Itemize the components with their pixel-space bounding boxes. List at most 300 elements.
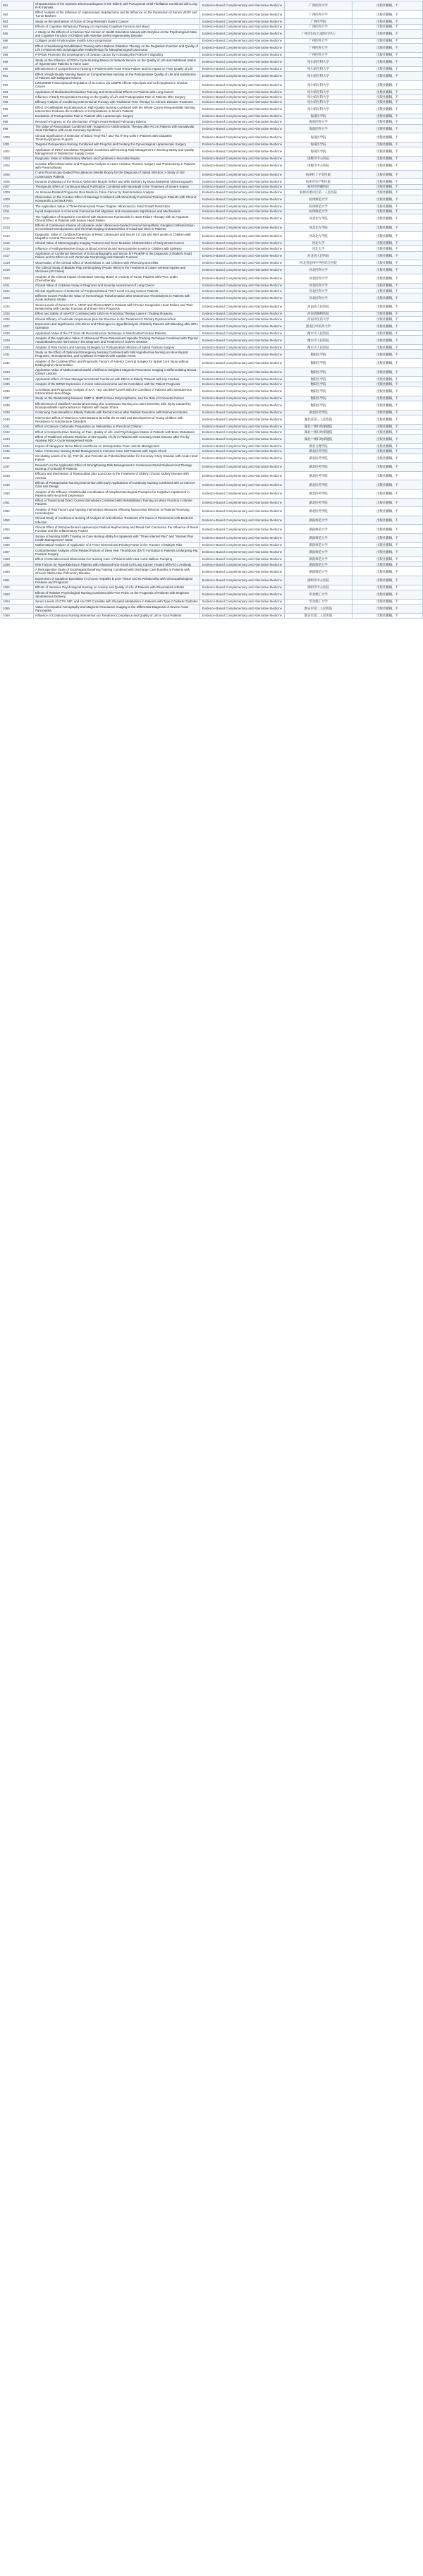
table-row xyxy=(1,162,423,171)
journal-name: Evidence-Based Complementary and Alternative Medicine xyxy=(200,303,285,312)
retraction-status: 出版社撤稿，不 xyxy=(352,382,423,387)
retraction-status: 出版社撤稿，不 xyxy=(352,542,423,547)
paper-title: Clinical Study of Continuous Nursing of Analysis of Anti-Infective Treatment of 9 Cases of Pneumonia with Bacterial Infection xyxy=(34,516,200,525)
row-number: 1061 xyxy=(1,576,34,585)
retraction-status: 出版社撤稿，不 xyxy=(352,251,423,260)
table-row xyxy=(1,124,423,133)
table-row xyxy=(1,534,423,543)
journal-name: Evidence-Based Complementary and Alternative Medicine xyxy=(200,232,285,241)
institution-name: 河北大学 xyxy=(285,241,352,245)
institution-name: 衡阳医学院 xyxy=(285,401,352,410)
retraction-status: 出版社撤稿，不 xyxy=(352,435,423,444)
paper-title: Effects of Continuous Infusion of Lidocaine under Ultrasound-Guided Cervical Sympathetic Ganglion Catheterization on Cerebral Hemodynamics and Thermal Imaging Characteristics of Head and Neck in Patients xyxy=(34,223,200,232)
institution-name: 杭州市西溪医院 xyxy=(285,184,352,189)
row-number: 1045 xyxy=(1,449,34,454)
paper-title: Therapeutic Effect of Continuous Blood Purification Combined with Nicorandil in the Treatment of Severe Sepsis xyxy=(34,184,200,189)
table-row xyxy=(1,57,423,66)
paper-title: Hyoid Suspension in Colorectal Carcinoma Cell Migration and Invasiveness Significance and Mechanisms xyxy=(34,209,200,214)
retraction-status: 出版社撤稿，不 xyxy=(352,71,423,80)
row-number: 986 xyxy=(1,38,34,43)
institution-name: 湖南师范大学 xyxy=(285,516,352,525)
table-row xyxy=(1,190,423,195)
table-row xyxy=(1,525,423,534)
table-row xyxy=(1,516,423,525)
journal-name: Evidence-Based Complementary and Alternative Medicine xyxy=(200,1,285,11)
row-number: 1029 xyxy=(1,336,34,345)
table-row xyxy=(1,246,423,251)
paper-title: Circulating Levels of IL-1β, TGF-β1, and Periostin as Potential Biomarker for Coronary Artery Disease with Acute Heart Failure xyxy=(34,454,200,463)
row-number: 994 xyxy=(1,95,34,99)
retraction-status: 出版社撤稿，不 xyxy=(352,283,423,288)
table-row xyxy=(1,435,423,444)
journal-name: Evidence-Based Complementary and Alternative Medicine xyxy=(200,480,285,490)
retraction-status: 出版社撤稿，不 xyxy=(352,322,423,331)
retraction-status: 出版社撤稿，不 xyxy=(352,415,423,424)
journal-name: Evidence-Based Complementary and Alternative Medicine xyxy=(200,562,285,567)
row-number: 1028 xyxy=(1,331,34,336)
institution-name: 杭州市萧山区第一人民医院 xyxy=(285,190,352,195)
journal-name: Evidence-Based Complementary and Alternative Medicine xyxy=(200,274,285,284)
retraction-status: 出版社撤稿，不 xyxy=(352,613,423,618)
institution-name: 华北理工大学 xyxy=(285,590,352,599)
paper-title: Influence of Continuous Nursing Intervention on Treatment Compliance and Quality of Life in Gout Patients xyxy=(34,613,200,618)
paper-title: C-arm Fluoroscopy-Guided Percutaneous Needle Biopsy for the Diagnosis of Spinal Infection: A Study of 202 Consecutive Patients xyxy=(34,170,200,179)
retraction-status: 出版社撤稿，不 xyxy=(352,170,423,179)
retraction-status: 出版社撤稿，不 xyxy=(352,190,423,195)
table-row xyxy=(1,99,423,104)
journal-name: Evidence-Based Complementary and Alternative Medicine xyxy=(200,435,285,444)
paper-title: Analysis of the Efficacy of Multimodal Combination of Nonpharmacological Therapies for Cognitive Impairment in Patients with Recurrent Depression xyxy=(34,490,200,499)
institution-name: 湖南师范大学 xyxy=(285,525,352,534)
paper-title: PTPN20 Promotes the Development of Ovarian Cancer by Activating the PI3K/AKT Signaling xyxy=(34,52,200,57)
retraction-status: 出版社撤稿，不 xyxy=(352,490,423,499)
row-number: 1048 xyxy=(1,471,34,480)
journal-name: Evidence-Based Complementary and Alternative Medicine xyxy=(200,507,285,516)
row-number: 988 xyxy=(1,52,34,57)
journal-name: Evidence-Based Complementary and Alternative Medicine xyxy=(200,424,285,429)
row-number: 1022 xyxy=(1,288,34,293)
retraction-status: 出版社撤稿，不 xyxy=(352,590,423,599)
paper-title: Research on the Application Effect of Strengthening Risk Management in Continuous Renal Replacement Therapy Nursing of Critically Ill Patients xyxy=(34,463,200,472)
paper-title: Application Value of Mathematical Model of Diffusion-Weighted Magnetic Resonance Imaging in Differentiating Breast Cancer Lesions xyxy=(34,367,200,377)
retraction-status: 出版社撤稿，不 xyxy=(352,90,423,95)
institution-name: 黑龙江中医药大学 xyxy=(285,322,352,331)
table-row xyxy=(1,443,423,448)
journal-name: Evidence-Based Complementary and Alternative Medicine xyxy=(200,66,285,71)
row-number: 1015 xyxy=(1,241,34,245)
retraction-status: 出版社撤稿，不 xyxy=(352,265,423,274)
table-row xyxy=(1,490,423,499)
journal-name: Evidence-Based Complementary and Alternative Medicine xyxy=(200,604,285,613)
retraction-status: 出版社撤稿，不 xyxy=(352,162,423,171)
row-number: 1066 xyxy=(1,613,34,618)
journal-name: Evidence-Based Complementary and Alternative Medicine xyxy=(200,288,285,293)
retraction-status: 出版社撤稿，不 xyxy=(352,114,423,119)
paper-title: Analysis of the Clinical Impact of Narrative Nursing Model on Anxiety of Tumor Patients with PICC under Chemotherapy xyxy=(34,274,200,284)
table-row xyxy=(1,260,423,265)
table-row xyxy=(1,223,423,232)
journal-name: Evidence-Based Complementary and Alternative Medicine xyxy=(200,179,285,184)
journal-name: Evidence-Based Complementary and Alternative Medicine xyxy=(200,71,285,80)
journal-name: Evidence-Based Complementary and Alternative Medicine xyxy=(200,311,285,316)
paper-title: The Application of Dopamine Combined with Intravenous Furosemide in Heart Failure Therapy with an Apparent Clinical Effect in Patients with Severe Heart Failure xyxy=(34,214,200,223)
institution-name: 衡阳医学院 xyxy=(285,377,352,382)
row-number: 1056 xyxy=(1,542,34,547)
table-row xyxy=(1,303,423,312)
row-number: 1025 xyxy=(1,311,34,316)
paper-title: Clinical Significance of Detection of Peripheral Blood TIGIT Level in Lung Cancer Patients xyxy=(34,288,200,293)
paper-title: The Application Value of Three-Dimensional Power Doppler Ultrasound in Fetal Growth Restriction xyxy=(34,204,200,209)
institution-name: 杭州师范大学 xyxy=(285,195,352,204)
journal-name: Evidence-Based Complementary and Alternative Medicine xyxy=(200,463,285,472)
retraction-status: 出版社撤稿，不 xyxy=(352,156,423,161)
retraction-status: 出版社撤稿，不 xyxy=(352,66,423,71)
journal-name: Evidence-Based Complementary and Alternative Medicine xyxy=(200,190,285,195)
table-row xyxy=(1,29,423,38)
retraction-status: 出版社撤稿，不 xyxy=(352,29,423,38)
paper-title: Expression of Squalene Epoxidase in Chronic Hepatitis B Liver Tissue and Its Relationship with Clinicopathological Features and Prognosis xyxy=(34,576,200,585)
row-number: 1026 xyxy=(1,317,34,322)
institution-name: 哈尔滨医科大学 xyxy=(285,66,352,71)
journal-name: Evidence-Based Complementary and Alternative Medicine xyxy=(200,542,285,547)
paper-title: Value of Intensive Nursing Detail Management in Intensive Care Unit Patients with Septic Shock xyxy=(34,449,200,454)
row-number: 1033 xyxy=(1,367,34,377)
retraction-status: 出版社撤稿，不 xyxy=(352,246,423,251)
paper-title: Effects of Cognitive Behavioral Therapy on Improving Cognitive Function and Mood xyxy=(34,24,200,29)
paper-title: The Clinical Study of Bladder Flap Ureteroplasty (Psoas Hitch) in the Treatment of Lower Ureteral Injuries and Strictures (20 Cases) xyxy=(34,265,200,274)
institution-name: 湖北十堰妇幼保健院 xyxy=(285,424,352,429)
paper-title: Dynamic Evaluation of the Rectus Abdominis Muscle before and after Delivery by Musculoskeletal Ultrasonography xyxy=(34,179,200,184)
paper-title: Curative Effect Observation and Prognosis Analysis of Laser-Assisted Thoracic Surgery and Thoracotomy in Patients with Pneumothorax xyxy=(34,162,200,171)
paper-title: Different Scores Predict the Value of Hemorrhagic Transformation after Intravenous Thrombolysis in Patients with Acute Ischemic Stroke xyxy=(34,293,200,303)
journal-name: Evidence-Based Complementary and Alternative Medicine xyxy=(200,415,285,424)
table-row xyxy=(1,463,423,472)
institution-name: 湖北文理学院 xyxy=(285,443,352,448)
table-row xyxy=(1,387,423,396)
paper-title: Effects of Postoperative Nursing Intervention with Early Applications of Continuity Nursing Combined with an Internet Care Unit Design xyxy=(34,480,200,490)
journal-name: Evidence-Based Complementary and Alternative Medicine xyxy=(200,133,285,142)
institution-name: 海南医学院 xyxy=(285,114,352,119)
table-row xyxy=(1,542,423,547)
row-number: 1039 xyxy=(1,410,34,415)
retraction-status: 出版社撤稿，不 xyxy=(352,471,423,480)
retraction-status: 出版社撤稿，不 xyxy=(352,463,423,472)
paper-title: Effects of Relative Psychological Nursing Combined with Free Pelvic on the Prognosis of Patients with Singleton Spontaneous Delivery xyxy=(34,590,200,599)
row-number: 1035 xyxy=(1,382,34,387)
row-number: 1058 xyxy=(1,557,34,561)
institution-name: 淮安市第二人民医院 xyxy=(285,604,352,613)
institution-name: 湖北医药学院 xyxy=(285,480,352,490)
retraction-status: 出版社撤稿，不 xyxy=(352,105,423,114)
table-row xyxy=(1,66,423,71)
institution-name: 河北北方学院 xyxy=(285,214,352,223)
paper-title: Characteristics of the Dynamic Electrocardiogram in the Elderly with Paroxysmal Atrial Fibrillation Combined with Long R-R Intervals xyxy=(34,1,200,11)
row-number: 1059 xyxy=(1,562,34,567)
retraction-status: 出版社撤稿，不 xyxy=(352,567,423,576)
journal-name: Evidence-Based Complementary and Alternative Medicine xyxy=(200,209,285,214)
row-number: 1024 xyxy=(1,303,34,312)
retraction-status: 出版社撤稿，不 xyxy=(352,516,423,525)
retraction-status: 出版社撤稿，不 xyxy=(352,43,423,52)
table-row xyxy=(1,480,423,490)
retraction-status: 出版社撤稿，不 xyxy=(352,10,423,19)
institution-name: 杭州红十字会医院 xyxy=(285,170,352,179)
journal-name: Evidence-Based Complementary and Alternative Medicine xyxy=(200,387,285,396)
table-row xyxy=(1,599,423,604)
table-row xyxy=(1,449,423,454)
retraction-status: 出版社撤稿，不 xyxy=(352,336,423,345)
journal-name: Evidence-Based Complementary and Alternative Medicine xyxy=(200,246,285,251)
journal-name: Evidence-Based Complementary and Alternative Medicine xyxy=(200,195,285,204)
row-number: 995 xyxy=(1,99,34,104)
institution-name: 河北医科大学 xyxy=(285,274,352,284)
retraction-status: 出版社撤稿，不 xyxy=(352,80,423,90)
paper-title: Targeted Perioperative Nursing Combined with Propofol and Fentanyl for Gynecological Laparoscopic Surgery xyxy=(34,142,200,147)
table-row xyxy=(1,214,423,223)
paper-title: Influence of Early Preoperative Nursing on the Quality of Life and Postoperative Pain of Patients after Surgery xyxy=(34,95,200,99)
row-number: 1027 xyxy=(1,322,34,331)
paper-title: Clinical Efficacy of Auricular Acupressure plus Ear Exercise in the Treatment of Primary Dysmenorrhea xyxy=(34,317,200,322)
table-row xyxy=(1,382,423,387)
institution-name: 邯郸市中心医院 xyxy=(285,156,352,161)
institution-name: 湖北十堰妇幼保健院 xyxy=(285,435,352,444)
institution-name: 海南医科大学 xyxy=(285,124,352,133)
journal-name: Evidence-Based Complementary and Alternative Medicine xyxy=(200,443,285,448)
table-row xyxy=(1,288,423,293)
institution-name: 海南医学院 xyxy=(285,133,352,142)
paper-title: Effect Analysis of the Influence of Laparoscopic Hepatectomy and Its Influence on the Expression of Serum VEGF and Tumor Markers xyxy=(34,10,200,19)
row-number: 984 xyxy=(1,24,34,29)
institution-name: 衡阳医学院 xyxy=(285,359,352,368)
institution-name: 广西医学院 xyxy=(285,19,352,24)
journal-name: Evidence-Based Complementary and Alternative Medicine xyxy=(200,223,285,232)
row-number: 1036 xyxy=(1,387,34,396)
retraction-status: 出版社撤稿，不 xyxy=(352,345,423,350)
journal-name: Evidence-Based Complementary and Alternative Medicine xyxy=(200,52,285,57)
retraction-status: 出版社撤稿，不 xyxy=(352,317,423,322)
journal-name: Evidence-Based Complementary and Alternative Medicine xyxy=(200,367,285,377)
institution-name: 杭州师范大学 xyxy=(285,204,352,209)
row-number: 998 xyxy=(1,119,34,124)
journal-name: Evidence-Based Complementary and Alternative Medicine xyxy=(200,490,285,499)
retraction-status: 出版社撤稿，不 xyxy=(352,24,423,29)
journal-name: Evidence-Based Complementary and Alternative Medicine xyxy=(200,567,285,576)
retraction-status: 出版社撤稿，不 xyxy=(352,350,423,359)
journal-name: Evidence-Based Complementary and Alternative Medicine xyxy=(200,359,285,368)
table-row xyxy=(1,71,423,80)
journal-name: Evidence-Based Complementary and Alternative Medicine xyxy=(200,119,285,124)
table-row xyxy=(1,576,423,585)
paper-title: Effect of Omnidirectional Observation for Nursing Care of Patients with Intra-Aortic Balloon Pumping xyxy=(34,557,200,561)
journal-name: Evidence-Based Complementary and Alternative Medicine xyxy=(200,283,285,288)
table-row xyxy=(1,241,423,245)
journal-name: Evidence-Based Complementary and Alternative Medicine xyxy=(200,156,285,161)
journal-name: Evidence-Based Complementary and Alternative Medicine xyxy=(200,396,285,401)
paper-title: Research Progress on the Mechanism of Right Heart-Related Pulmonary Edema xyxy=(34,119,200,124)
table-row xyxy=(1,156,423,161)
institution-name: 哈尔滨医科大学 xyxy=(285,95,352,99)
row-number: 1044 xyxy=(1,443,34,448)
row-number: 981 xyxy=(1,1,34,11)
table-row xyxy=(1,367,423,377)
retraction-status: 出版社撤稿，不 xyxy=(352,507,423,516)
paper-title: Application Value of the CT Scan 3D Reconstruction Technique in Nasofrontal Fracture Patients xyxy=(34,331,200,336)
table-row xyxy=(1,322,423,331)
journal-name: Evidence-Based Complementary and Alternative Medicine xyxy=(200,147,285,157)
row-number: 1013 xyxy=(1,223,34,232)
table-row xyxy=(1,336,423,345)
paper-title: Study on the Effect of Optimized Emergency Nursing Combined with Mild Hypothermia Nursing on Neurological Prognosis, Hemodynamics, and Cytokines in Patients with Cardiac Arrest xyxy=(34,350,200,359)
institution-name: 湖北医药学院 xyxy=(285,463,352,472)
journal-name: Evidence-Based Complementary and Alternative Medicine xyxy=(200,516,285,525)
journal-name: Evidence-Based Complementary and Alternative Medicine xyxy=(200,142,285,147)
row-number: 1007 xyxy=(1,184,34,189)
paper-title: Survey of Nursing Staff's Training on Care Nursing Ability for Inpatients with "Three Internet Plus" and "Internet Plus Health Management" Mode xyxy=(34,534,200,543)
paper-title: Analysis of the Curative Effect and Prognostic Factors of Anterior Cervical Surgery for Spinal Cord Injury without Radiographic Abnormalities xyxy=(34,359,200,368)
paper-title: Study on the Influence of PDCA Cycle Nursing Based on Network Service on the Quality of Life and Nutritional Status of Hypertensive Patients in Home Care xyxy=(34,57,200,66)
paper-title: Effect of Calcium Carbonate Preparation on Malnutrition in Preschool Children xyxy=(34,424,200,429)
row-number: 983 xyxy=(1,19,34,24)
table-row xyxy=(1,195,423,204)
institution-name: 湖南师范大学 xyxy=(285,567,352,576)
institution-name: 衡阳医学院 xyxy=(285,382,352,387)
row-number: 1043 xyxy=(1,435,34,444)
retraction-status: 出版社撤稿，不 xyxy=(352,147,423,157)
table-row xyxy=(1,548,423,557)
journal-name: Evidence-Based Complementary and Alternative Medicine xyxy=(200,471,285,480)
paper-title: Efficacy Analysis of Combining Interventional Therapy with Traditional TCM Therapy for Chronic Disease Treatment xyxy=(34,99,200,104)
institution-name: 河北医科大学 xyxy=(285,293,352,303)
institution-name: 衡阳医学院 xyxy=(285,350,352,359)
retraction-status: 出版社撤稿，不 xyxy=(352,288,423,293)
institution-name: 河北大学 xyxy=(285,246,352,251)
institution-name: 衡水市人民医院 xyxy=(285,336,352,345)
paper-title: Diagnostic Value of Inflammatory Markers and Cytokines in Neonatal Sepsis xyxy=(34,156,200,161)
paper-title: Collagen prolyl 4-hydroxylase modify tumor progression xyxy=(34,38,200,43)
journal-name: Evidence-Based Complementary and Alternative Medicine xyxy=(200,410,285,415)
row-number: 1020 xyxy=(1,274,34,284)
table-row xyxy=(1,209,423,214)
institution-name: 河南省胸科医院 xyxy=(285,311,352,316)
journal-name: Evidence-Based Complementary and Alternative Medicine xyxy=(200,382,285,387)
institution-name: 广州医科大学 xyxy=(285,52,352,57)
institution-name: 哈尔滨医科大学 xyxy=(285,71,352,80)
table-row xyxy=(1,590,423,599)
journal-name: Evidence-Based Complementary and Alternative Medicine xyxy=(200,241,285,245)
paper-title: Application Effect of Case Management Model Combined with ERAS in Elderly Patients with Hip Fracture xyxy=(34,377,200,382)
journal-name: Evidence-Based Complementary and Alternative Medicine xyxy=(200,401,285,410)
table-row xyxy=(1,498,423,507)
row-number: 1012 xyxy=(1,214,34,223)
retraction-status: 出版社撤稿，不 xyxy=(352,303,423,312)
row-number: 1051 xyxy=(1,498,34,507)
journal-name: Evidence-Based Complementary and Alternative Medicine xyxy=(200,265,285,274)
paper-title: Effectiveness of Modified Functional Dressing plus Continuous Nursing on Lower Extremity Skin Injury Caused by Nonsaponifiable Hydrocarbons in Patients with Septic Shock xyxy=(34,401,200,410)
paper-title: Clinical Value of Cytokine Assay in Diagnosis and Severity Assessment of Lung Cancer xyxy=(34,283,200,288)
table-row xyxy=(1,331,423,336)
paper-title: Analysis of Risk Factors and Nursing Strategies for Postoperative Infection of Spinal Fracture Surgery xyxy=(34,345,200,350)
table-row xyxy=(1,604,423,613)
paper-title: An Immune-Related Prognostic Risk Model in Colon Cancer by Bioinformatics Analysis xyxy=(34,190,200,195)
table-row xyxy=(1,396,423,401)
paper-title: Serum Levels of Serum IGF-1, VEGF and Plasma BNP in Patients with Chronic Congestive Heart Failure and Their Relationship with Cardiac Function and Short-Term Prognosis xyxy=(34,303,200,312)
retraction-status: 出版社撤稿，不 xyxy=(352,311,423,316)
table-row xyxy=(1,90,423,95)
table-row xyxy=(1,179,423,184)
journal-name: Evidence-Based Complementary and Alternative Medicine xyxy=(200,345,285,350)
paper-title: Risk Factors for Hyperkalemia in Patients with Advanced Non-Small Cell Lung Cancer Treated with PD-1 Antibody xyxy=(34,562,200,567)
institution-name: 海南医科大学 xyxy=(285,119,352,124)
row-number: 1021 xyxy=(1,283,34,288)
table-row xyxy=(1,613,423,618)
retraction-status: 出版社撤稿，不 xyxy=(352,401,423,410)
institution-name: 广西医科大学 xyxy=(285,1,352,11)
institution-name: 湖南师范大学 xyxy=(285,542,352,547)
institution-name: 广州医科大学 xyxy=(285,38,352,43)
paper-title: Observation of the Clinical Effect of Montelukast in 104 Children with Wheezing Bronchitis xyxy=(34,260,200,265)
journal-name: Evidence-Based Complementary and Alternative Medicine xyxy=(200,293,285,303)
paper-title: Effect of High-Quality Nursing Based on Comprehensive Nursing on the Postoperative Quality of Life and Satisfaction of Patients with Malignant Glioma xyxy=(34,71,200,80)
table-row xyxy=(1,274,423,284)
institution-name: 湖北省第三人民医院 xyxy=(285,415,352,424)
row-number: 987 xyxy=(1,43,34,52)
row-number: 991 xyxy=(1,71,34,80)
row-number: 1019 xyxy=(1,265,34,274)
paper-title: Intervention Effect of Vitamin D Administration Benefits the Growth and Development of Young Children with Resistance to Autoimmune Disorders xyxy=(34,415,200,424)
journal-name: Evidence-Based Complementary and Alternative Medicine xyxy=(200,10,285,19)
institution-name: 河北医科大学 xyxy=(285,265,352,274)
institution-name: 河北北方学院 xyxy=(285,232,352,241)
paper-title: Study on the Relationship between MMP-2, MMP-9 Gene Polymorphisms, and the Risk of Colorectal Cancer xyxy=(34,396,200,401)
table-row xyxy=(1,424,423,429)
retraction-status: 出版社撤稿，不 xyxy=(352,498,423,507)
institution-name: 淮安市第二人民医院 xyxy=(285,613,352,618)
paper-title: Clinical Effect of Retroperitoneal Laparoscopic Radical Nephrectomy and Renal Cell Carcinoma, the Influence of Renal Function and the Inflammatory Factors xyxy=(34,525,200,534)
row-number: 1047 xyxy=(1,463,34,472)
journal-name: Evidence-Based Complementary and Alternative Medicine xyxy=(200,24,285,29)
row-number: 1016 xyxy=(1,246,34,251)
journal-name: Evidence-Based Complementary and Alternative Medicine xyxy=(200,585,285,590)
table-row xyxy=(1,507,423,516)
row-number: 1030 xyxy=(1,345,34,350)
row-number: 990 xyxy=(1,66,34,71)
journal-name: Evidence-Based Complementary and Alternative Medicine xyxy=(200,105,285,114)
institution-name: 湖北医药学院 xyxy=(285,410,352,415)
retraction-status: 出版社撤稿，不 xyxy=(352,209,423,214)
retraction-status: 出版社撤稿，不 xyxy=(352,525,423,534)
paper-title: Mathematical Analysis of Application of a Three-Dimensional Printing Frame in the Fracture of Multiple Ribs xyxy=(34,542,200,547)
paper-title: Effectiveness of Comprehensive Nursing in Patients with Acute Renal Failure and Its Impact on Their Quality of Life xyxy=(34,66,200,71)
table-row xyxy=(1,283,423,288)
table-row xyxy=(1,43,423,52)
journal-name: Evidence-Based Complementary and Alternative Medicine xyxy=(200,204,285,209)
row-number: 1062 xyxy=(1,585,34,590)
journal-name: Evidence-Based Complementary and Alternative Medicine xyxy=(200,251,285,260)
journal-name: Evidence-Based Complementary and Alternative Medicine xyxy=(200,38,285,43)
row-number: 1009 xyxy=(1,195,34,204)
retraction-status: 出版社撤稿，不 xyxy=(352,52,423,57)
retraction-status: 出版社撤稿，不 xyxy=(352,359,423,368)
institution-name: 湖北医药学院 xyxy=(285,471,352,480)
institution-name: 河南中医药大学 xyxy=(285,317,352,322)
row-number: 1004 xyxy=(1,162,34,171)
row-number: 1037 xyxy=(1,396,34,401)
table-row xyxy=(1,38,423,43)
institution-name: 湖南师范大学 xyxy=(285,534,352,543)
row-number: 1038 xyxy=(1,401,34,410)
institution-name: 衡阳医学院 xyxy=(285,367,352,377)
journal-name: Evidence-Based Complementary and Alternative Medicine xyxy=(200,162,285,171)
